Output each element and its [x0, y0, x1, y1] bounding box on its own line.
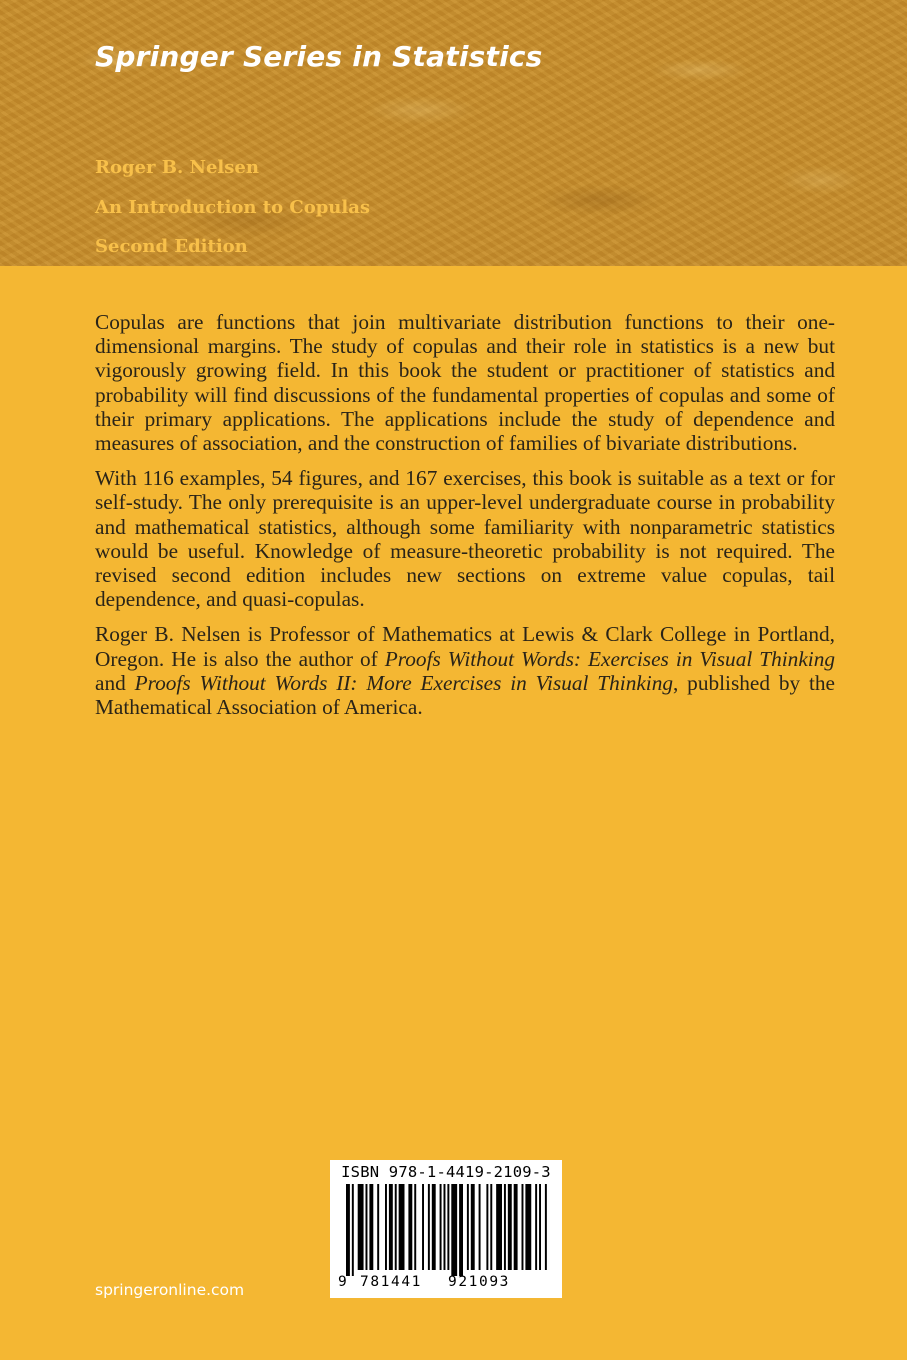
edition: Second Edition: [95, 236, 248, 257]
barcode-bar: [459, 1184, 463, 1276]
barcode-bar: [522, 1184, 524, 1270]
barcode-bar: [479, 1184, 481, 1270]
barcode-bar: [539, 1184, 541, 1270]
barcode-group-right: 921093: [448, 1274, 510, 1290]
barcode-bar: [467, 1184, 469, 1270]
book-title: An Introduction to Copulas: [95, 196, 371, 218]
barcode-bar: [508, 1184, 512, 1270]
barcode-bar: [428, 1184, 430, 1270]
bio-text-end: , published by the Mathematical Association of America.: [95, 670, 835, 720]
barcode-bar: [395, 1184, 397, 1270]
barcode-bar: [496, 1184, 502, 1270]
barcode-bar: [422, 1184, 424, 1270]
barcode-bar: [504, 1184, 506, 1270]
blurb-paragraph-1: Copulas are functions that join multivariate distribution functions to their one-dimensional margins. The study of copulas and their role in statistics is a new but vigorously growing field. In this book the student or practitioner of statistics and probability will find discussions of the fundamental properties of copulas and some of their primary applications. The applications include the study of dependence and measures of association, and the construction of families of bivariate distributions.: [95, 310, 835, 456]
barcode-bar: [389, 1184, 393, 1270]
barcode-bar: [486, 1184, 488, 1270]
bio-book-title-1: Proofs Without Words: Exercises in Visual Thinking: [384, 646, 835, 671]
isbn-barcode: [330, 1160, 562, 1298]
barcode-bar: [377, 1184, 379, 1270]
barcode-bar: [366, 1184, 368, 1270]
publisher-website: springeronline.com: [95, 1281, 245, 1299]
barcode-bar: [385, 1184, 387, 1270]
bio-book-title-2: Proofs Without Words II: More Exercises in Visual Thinking: [134, 670, 674, 695]
barcode-bar: [451, 1184, 457, 1276]
barcode-bar: [399, 1184, 405, 1270]
barcode-bar: [432, 1184, 436, 1270]
barcode-bar: [447, 1184, 449, 1270]
bio-text-start: Roger B. Nelsen is Professor of Mathematics at Lewis & Clark College in Portland, Oregon. He is also the author of: [95, 622, 835, 671]
barcode-bar: [471, 1184, 475, 1270]
barcode-bar: [408, 1184, 412, 1270]
isbn-label: ISBN 978-1-4419-2109-3: [341, 1163, 551, 1181]
barcode-bar: [414, 1184, 416, 1270]
bio-text-and: and: [95, 670, 135, 695]
author-name: Roger B. Nelsen: [95, 157, 259, 178]
blurb-paragraph-2: With 116 examples, 54 figures, and 167 exercises, this book is suitable as a text or for self-study. The only prerequisite is an upper-level undergraduate course in probability and mathematical statistics, although some familiarity with nonparametric statistics would be useful. Knowledge of measure-theoretic probability is not required. The revised second edition includes new sections on extreme value copulas, tail dependence, and quasi-copulas.: [95, 466, 835, 612]
author-bio-paragraph: [95, 622, 835, 719]
barcode-bar: [525, 1184, 531, 1270]
barcode-bar: [490, 1184, 492, 1270]
back-cover-blurb: [95, 310, 835, 730]
barcode-bar: [545, 1184, 547, 1270]
barcode-bar: [514, 1184, 518, 1270]
book-info: [95, 148, 370, 267]
barcode-bar: [352, 1184, 354, 1276]
header-band: [0, 0, 907, 266]
barcode-bar: [346, 1184, 350, 1276]
barcode-group-left: 781441: [360, 1274, 422, 1290]
barcode-bar: [535, 1184, 537, 1270]
barcode-bar: [358, 1184, 364, 1270]
series-title: Springer Series in Statistics: [95, 40, 543, 73]
barcode-bar: [369, 1184, 373, 1270]
barcode-bar: [440, 1184, 442, 1270]
barcode-first-digit: 9: [338, 1274, 347, 1290]
barcode-bar: [444, 1184, 446, 1270]
